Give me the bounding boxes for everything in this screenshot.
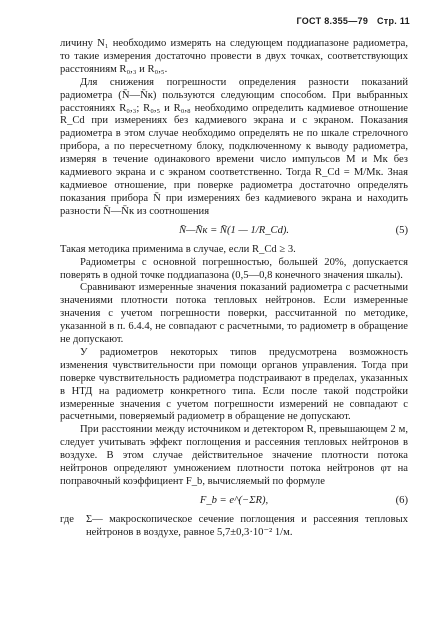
where-label: где <box>60 513 74 525</box>
formula-6 <box>60 495 408 511</box>
formula-6-expression: F_b = e^(−ΣR), <box>199 494 269 506</box>
where-clause <box>60 514 408 540</box>
standard-code: ГОСТ 8.355—79 <box>296 16 369 26</box>
formula-5-number: (5) <box>395 224 408 236</box>
formula-5-expression: N̄—N̄к = N̄(1 — 1/R_Cd). <box>178 224 290 236</box>
page-header <box>296 16 410 26</box>
document-body <box>60 38 408 540</box>
paragraph-7: При расстоянии между источником и детектором R, превышающем 2 м, следует учитывать эффект поглощения и рассеяния тепловых нейтронов в воздухе. В этом случае действительное значение плотности потока нейтронов определяют умножением плотности потока нейтронов φт на поправочный коэффициент F_b, вычисляемый по формуле <box>60 424 408 487</box>
page-number: Стр. 11 <box>376 16 410 26</box>
paragraph-6: У радиометров некоторых типов предусмотрена возможность изменения чувствительности при помощи органов управления. Тогда при поверке чувствительность радиометра подстраивают в пределах, указанных в НТД на радиометр конкретного типа. Если после такой подстройки измеренные значения с учетом погрешности измерений не совпадают с расчетными, поверяемый радиометр в обращение не допускают. <box>60 346 408 423</box>
where-text: Σ— макроскопическое сечение поглощения и рассеяния тепловых нейтронов в воздухе, равное 5,7±0,3·10⁻² 1/м. <box>86 513 408 538</box>
paragraph-5: Сравнивают измеренные значения показаний радиометра с расчетными значениями плотности потока тепловых нейтронов. Если измеренные значения с учетом погрешности поверки, рассчитанной по методике, указанной в п. 6.4.4, не совпадают с расчетными, то радиометр в обращение не допускают. <box>60 282 408 346</box>
paragraph-4: Радиометры с основной погрешностью, большей 20%, допускается поверять в одной точке поддиапазона (0,5—0,8 конечного значения шкалы). <box>60 256 408 281</box>
paragraph-3: Такая методика применима в случае, если R_Cd ≥ 3. <box>60 243 296 255</box>
formula-6-number: (6) <box>395 494 408 506</box>
paragraph-2: Для снижения погрешности определения разности показаний радиометра (N̄—N̄к) пользуются следующим способом. При выбранных расстояниях R₀,₃; R₀,₅ и R₀,₈ необходимо определить кадмиевое отношение R_Cd при измерениях без кадмиевого экрана и с экраном. Показания радиометра в этом случае необходимо определять не по шкале стрелочного прибора, а по пересчетному блоку, подключенному к выводу радиометра, измеряя в течение одинакового времени число импульсов M и Mк без кадмиевого экрана и с экраном соответственно. Тогда R_Cd = M/Mк. Зная кадмиевое отношение, при поверке радиометра достаточно определять показания прибора N̄ при измерениях без кадмиевого экрана и находить разности N̄—N̄к из соотношения <box>60 76 408 217</box>
formula-5 <box>60 225 408 241</box>
paragraph-1: личину N₁ необходимо измерять на следующем поддиапазоне радиометра, то такие измерения достаточно провести в двух точках, соответствующих расстояниям R₀,₃ и R₀,₅. <box>60 38 408 75</box>
